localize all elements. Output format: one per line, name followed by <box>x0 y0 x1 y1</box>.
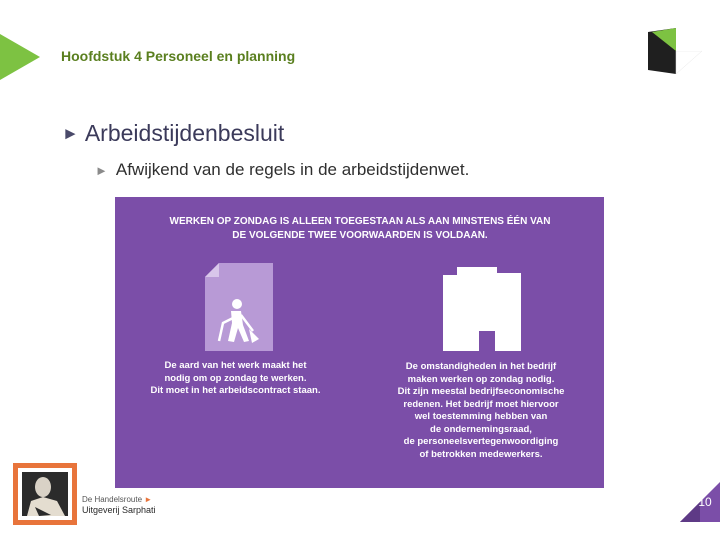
brand-logo-icon <box>648 28 704 74</box>
worker-shovel-icon <box>205 263 273 351</box>
condition-text-line: de ondernemingsraad, <box>430 423 532 435</box>
condition-text-line: nodig om op zondag te werken. <box>164 372 307 384</box>
factory-building-icon <box>443 267 523 355</box>
sunday-work-infographic <box>115 197 604 488</box>
chapter-title: Hoofdstuk 4 Personeel en planning <box>61 48 296 64</box>
green-triangle-decoration <box>0 34 40 80</box>
infographic-title <box>135 215 585 243</box>
publisher-name <box>82 494 156 516</box>
page-number: 10 <box>698 495 712 509</box>
infographic-title-line: WERKEN OP ZONDAG IS ALLEEN TOEGESTAAN ALS AAN MINSTENS ÉÉN VAN <box>169 216 551 227</box>
condition-text-line: De omstandigheden in het bedrijf <box>405 361 557 372</box>
condition-text-line: of betrokken medewerkers. <box>419 448 543 460</box>
condition-text-line: redenen. Het bedrijf moet hiervoor <box>403 398 559 410</box>
condition-text-line: maken werken op zondag nodig. <box>407 373 555 385</box>
slide-heading <box>62 120 284 147</box>
subpoint-text: Afwijkend van de regels in de arbeidstijdenwet. <box>115 160 470 179</box>
publisher-company: Uitgeverij Sarphati <box>82 505 156 515</box>
condition-text-line: Dit zijn meestal bedrijfseconomische <box>397 386 565 397</box>
publisher-series: De Handelsroute <box>82 495 143 504</box>
slide-subpoint <box>95 160 469 180</box>
condition-text-line: De aard van het werk maakt het <box>164 360 307 371</box>
heading-bullet-icon: ► <box>62 123 79 143</box>
condition-text-line: wel toestemming hebben van <box>414 411 548 422</box>
condition-company-circumstances-text <box>377 361 585 461</box>
condition-text-line: de personeelsvertegenwoordiging <box>403 436 559 447</box>
infographic-title-line: DE VOLGENDE TWEE VOORWAARDEN IS VOLDAAN. <box>232 230 488 241</box>
condition-text-line: Dit moet in het arbeidscontract staan. <box>150 385 321 396</box>
heading-text: Arbeidstijdenbesluit <box>84 120 285 146</box>
publisher-portrait-logo-icon <box>13 463 77 525</box>
condition-work-nature-text <box>133 360 338 398</box>
subpoint-bullet-icon: ► <box>95 162 108 178</box>
publisher-arrow-icon: ► <box>144 495 153 504</box>
